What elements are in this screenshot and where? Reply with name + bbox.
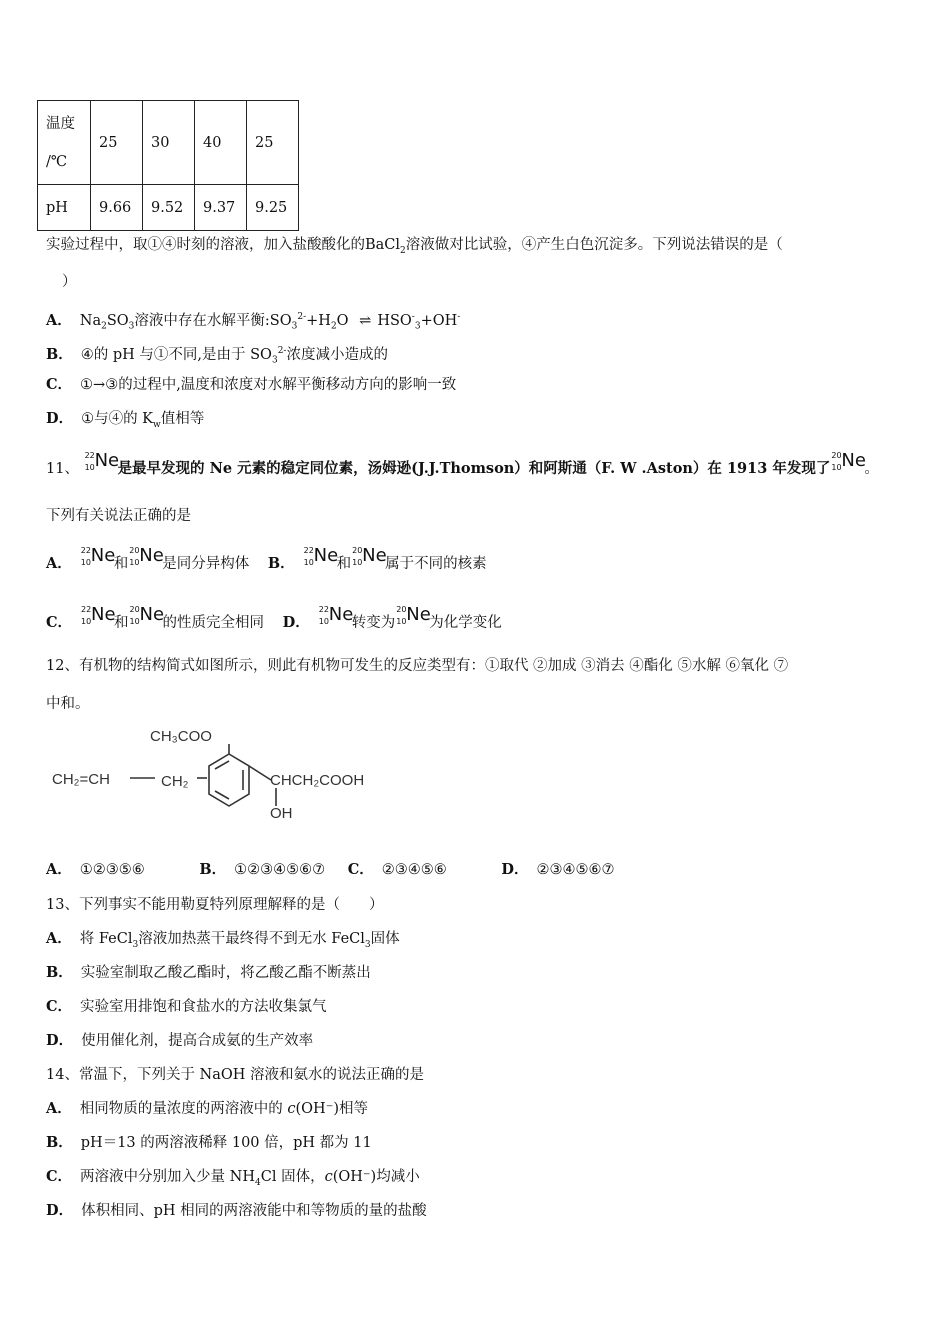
q14-option-c: C． 两溶液中分别加入少量 $NH_4Cl$ 固体，c(OH⁻)均减小	[46, 1168, 420, 1188]
ne20-nuclide: 20 10 Ne	[352, 545, 387, 567]
q11-options-ab: A． 22 10 Ne 和 20 10 Ne 是同分异构体 B． 22 10 Ne 和 20 10 Ne 属于不同的核素	[46, 545, 487, 572]
ne20-nuclide: 20 10 Ne	[396, 604, 431, 626]
q13-stem: 13、下列事实不能用勒夏特列原理解释的是（ ）	[46, 897, 384, 913]
ne22-nuclide: 22 10 Ne	[80, 545, 116, 567]
ne20-nuclide: 20 10 Ne	[129, 545, 164, 567]
benzene-ring-icon	[45, 722, 405, 832]
q13-option-d: D． 使用催化剂，提高合成氨的生产效率	[46, 1032, 314, 1049]
q10-option-b: B． ④的 pH 与①不同,是由于 $SO_3^{2-}$浓度减小造成的	[46, 345, 388, 366]
ne22-nuclide: 22 10 Ne	[84, 450, 120, 472]
table-header-ph: pH	[38, 185, 91, 231]
q14-option-d: D． 体积相同、pH 相同的两溶液能中和等物质的量的盐酸	[46, 1202, 427, 1219]
table-cell: 9.25	[247, 185, 299, 231]
q14-option-b: B． pH＝13 的两溶液稀释 100 倍，pH 都为 11	[46, 1134, 372, 1151]
q11-stem-2: 下列有关说法正确的是	[46, 508, 191, 524]
ne22-nuclide: 22 10 Ne	[303, 545, 339, 567]
q10-stem-end: ）	[62, 274, 77, 290]
table-cell: 25	[247, 101, 299, 185]
q14-option-a: A． 相同物质的量浓度的两溶液中的 c(OH⁻)相等	[46, 1100, 368, 1117]
temperature-ph-table	[37, 100, 299, 231]
table-cell: 40	[195, 101, 247, 185]
ne22-nuclide: 22 10 Ne	[318, 604, 354, 626]
table-cell: 30	[143, 101, 195, 185]
q12-stem-2: 中和。	[46, 696, 90, 712]
q14-stem: 14、常温下，下列关于 NaOH 溶液和氨水的说法正确的是	[46, 1067, 425, 1083]
ne20-nuclide: 20 10 Ne	[129, 604, 165, 626]
table-cell: 9.37	[195, 185, 247, 231]
q13-option-b: B． 实验室制取乙酸乙酯时，将乙酸乙酯不断蒸出	[46, 964, 371, 981]
side-chain: CHCH₂COOH	[270, 772, 365, 789]
vinyl-group: CH₂=CH	[52, 771, 110, 788]
q12-options: A． ①②③⑤⑥ B． ①②③④⑤⑥⑦ C． ②③④⑤⑥ D． ②③④⑤⑥⑦	[46, 861, 615, 878]
hydroxyl-group: OH	[270, 805, 293, 822]
q13-option-c: C． 实验室用排饱和食盐水的方法收集氯气	[46, 998, 327, 1015]
equilibrium-arrow-icon: ⇌	[359, 312, 372, 329]
table-cell: 9.66	[91, 185, 143, 231]
acetoxy-group: CH₃COO	[150, 728, 212, 745]
ne20-nuclide: 20 10 Ne	[831, 450, 866, 472]
q11-stem: 11、 22 10 Ne 是最早发现的 Ne 元素的稳定同位素，汤姆逊(J.J.Thomson）和阿斯通（F. W .Aston）在 1913 年发现了 20 10 Ne 。	[46, 450, 879, 477]
q10-option-c: C． ①→③的过程中,温度和浓度对水解平衡移动方向的影响一致	[46, 376, 457, 393]
ne22-nuclide: 22 10 Ne	[81, 604, 116, 626]
q13-option-a: A． 将 FeCl$_3$溶液加热蒸干最终得不到无水 FeCl$_3$固体	[46, 930, 400, 950]
q10-option-a: A． $Na_2SO_3$溶液中存在水解平衡$:SO_3^{2-}+H_2O$ ⇌ $HSO^-_3+OH^-$	[46, 311, 461, 332]
q11-options-cd: C． 22 10 Ne 和 20 10 Ne 的性质完全相同 D． 22 10 Ne 转变为 20 10 Ne 为化学变化	[46, 604, 502, 631]
q10-stem: 实验过程中，取①④时刻的溶液，加入盐酸酸化的BaCl$_2$溶液做对比试验，④产生白色沉淀多。下列说法错误的是（	[46, 237, 783, 256]
q10-option-d: D． ①与④的 $K_w$值相等	[46, 410, 205, 430]
table-cell: 9.52	[143, 185, 195, 231]
table-header-temperature: 温度 /℃	[38, 101, 91, 185]
structural-formula	[45, 722, 405, 832]
q12-stem: 12、有机物的结构简式如图所示，则此有机物可发生的反应类型有：①取代 ②加成 ③消去 ④酯化 ⑤水解 ⑥氧化 ⑦	[46, 658, 789, 674]
table-cell: 25	[91, 101, 143, 185]
methylene-group: CH₂	[161, 773, 189, 790]
